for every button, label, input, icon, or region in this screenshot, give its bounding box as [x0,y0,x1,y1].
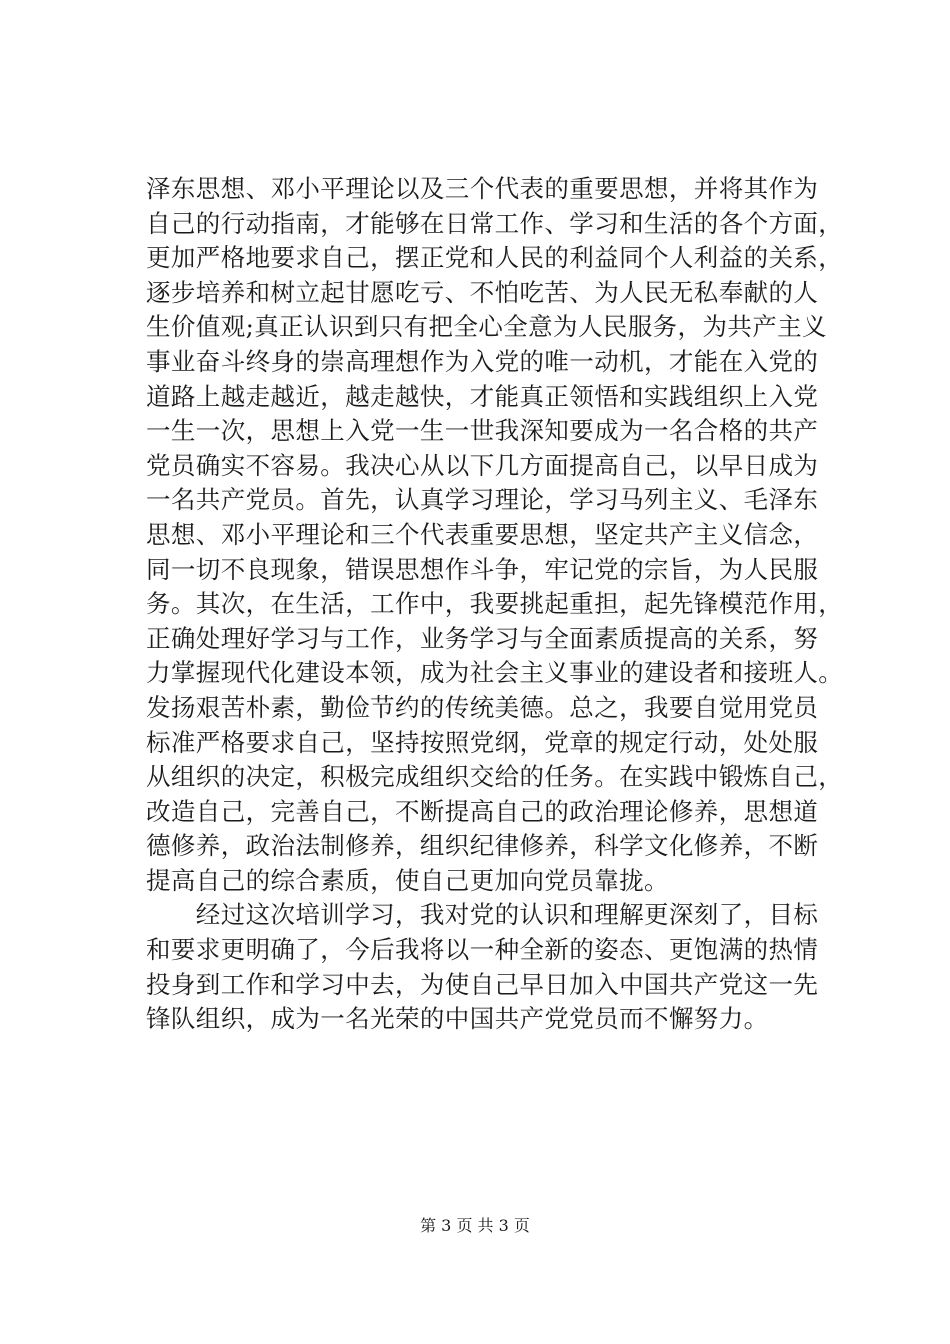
text-line: 同一切不良现象，错误思想作斗争，牢记党的宗旨，为人民服 [146,554,819,584]
text-line: 力掌握现代化建设本领，成为社会主义事业的建设者和接班人。 [146,658,844,688]
body-text [146,172,844,1037]
text-line: 生价值观;真正认识到只有把全心全意为人民服务，为共产主义 [146,312,827,342]
page-footer [0,1216,950,1236]
text-line: 发扬艰苦朴素，勤俭节约的传统美德。总之，我要自觉用党员 [146,692,819,722]
text-line: 思想、邓小平理论和三个代表重要思想，坚定共产主义信念， [146,519,819,549]
text-line: 党员确实不容易。我决心从以下几方面提高自己，以早日成为 [146,450,819,480]
text-line: 逐步培养和树立起甘愿吃亏、不怕吃苦、为人民无私奉献的人 [146,277,819,307]
text-line: 一名共产党员。首先，认真学习理论，学习马列主义、毛泽东 [146,485,819,515]
text-line: 改造自己，完善自己，不断提高自己的政治理论修养，思想道 [146,796,819,826]
text-line: 德修养，政治法制修养，组织纪律修养，科学文化修养，不断 [146,831,819,861]
text-line: 事业奋斗终身的崇高理想作为入党的唯一动机，才能在入党的 [146,346,819,376]
text-line: 一生一次，思想上入党一生一世我深知要成为一名合格的共产 [146,416,819,446]
text-line: 正确处理好学习与工作，业务学习与全面素质提高的关系，努 [146,623,819,653]
text-line: 和要求更明确了，今后我将以一种全新的姿态、更饱满的热情 [146,935,819,965]
text-line: 自己的行动指南，才能够在日常工作、学习和生活的各个方面， [146,208,844,238]
page-number-label: 第 3 页 共 3 页 [420,1216,530,1235]
text-line: 泽东思想、邓小平理论以及三个代表的重要思想，并将其作为 [146,174,819,203]
text-line: 标准严格要求自己，坚持按照党纲，党章的规定行动，处处服 [146,727,819,757]
text-line: 更加严格地要求自己，摆正党和人民的利益同个人利益的关系， [146,243,844,273]
text-line: 从组织的决定，积极完成组织交给的任务。在实践中锻炼自己， [146,762,844,792]
text-line: 道路上越走越近，越走越快，才能真正领悟和实践组织上入党 [146,381,819,411]
text-line: 务。其次，在生活，工作中，我要挑起重担，起先锋模范作用， [146,589,844,619]
text-line: 提高自己的综合素质，使自己更加向党员靠拢。 [146,865,669,895]
text-line: 投身到工作和学习中去，为使自己早日加入中国共产党这一先 [146,969,819,999]
text-line: 经过这次培训学习，我对党的认识和理解更深刻了，目标 [146,900,819,930]
text-line: 锋队组织，成为一名光荣的中国共产党党员而不懈努力。 [146,1004,769,1034]
